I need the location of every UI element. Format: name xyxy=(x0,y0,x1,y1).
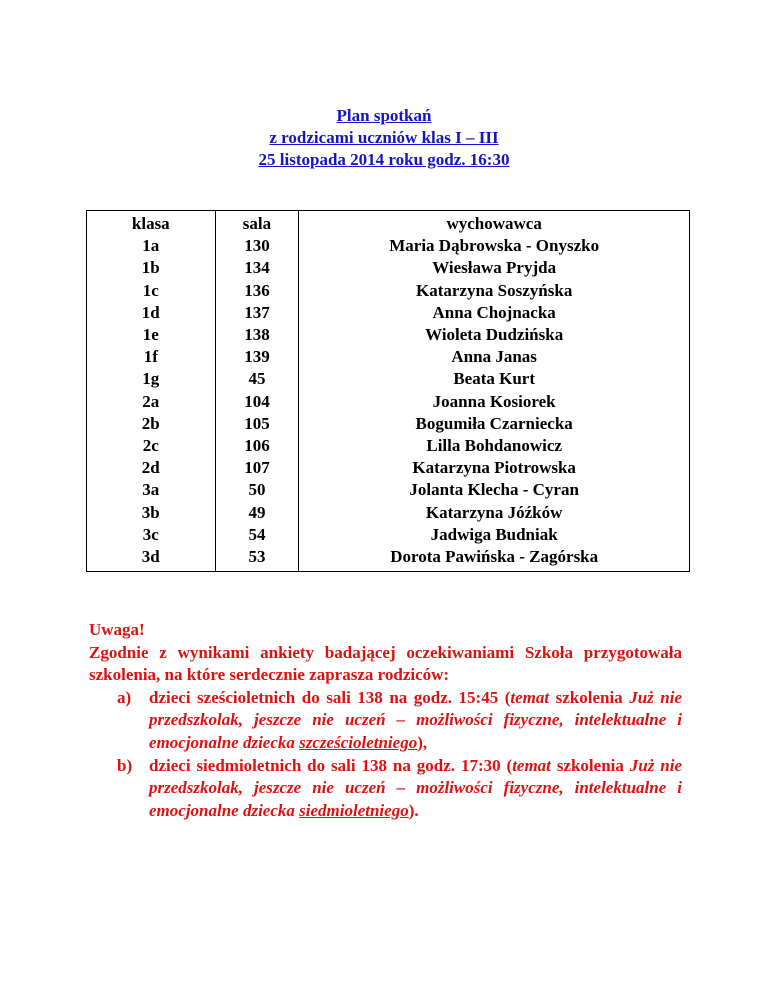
cell-sala: 134 xyxy=(215,257,299,279)
cell-klasa: 1f xyxy=(87,346,216,368)
cell-sala: 136 xyxy=(215,280,299,302)
cell-klasa: 1b xyxy=(87,257,216,279)
cell-klasa: 2c xyxy=(87,435,216,457)
training-list xyxy=(89,687,682,823)
item-lead: dzieci siedmioletnich do sali 138 na godz. 17:30 ( xyxy=(149,755,513,775)
table-row xyxy=(87,257,690,279)
cell-sala: 106 xyxy=(215,435,299,457)
table-row xyxy=(87,324,690,346)
cell-sala: 104 xyxy=(215,391,299,413)
cell-klasa: 3c xyxy=(87,524,216,546)
cell-klasa: 3b xyxy=(87,501,216,523)
item-lead: dzieci sześcioletnich do sali 138 na godz. 15:45 ( xyxy=(149,687,511,707)
item-tail: ). xyxy=(408,800,419,820)
cell-wychowawca: Wiesława Pryjda xyxy=(432,258,557,278)
table-row xyxy=(87,479,690,501)
title-line-1: Plan spotkań xyxy=(336,106,432,125)
table-row xyxy=(87,368,690,390)
table-row xyxy=(87,391,690,413)
table-row xyxy=(87,413,690,435)
list-marker: b) xyxy=(117,755,133,775)
table-row xyxy=(87,546,690,572)
cell-klasa: 3a xyxy=(87,479,216,501)
cell-wychowawca: Lilla Bohdanowicz xyxy=(426,435,562,455)
cell-sala: 50 xyxy=(215,479,299,501)
cell-wychowawca: Katarzyna Piotrowska xyxy=(412,458,576,478)
table-row xyxy=(87,235,690,257)
table-row xyxy=(87,457,690,479)
cell-wychowawca: Anna Chojnacka xyxy=(432,302,556,322)
header-klasa: klasa xyxy=(87,211,216,236)
item-topic: Już nie przedszkolak, jeszcze nie uczeń – możliwości fizyczne, intelektualne i emocjonalne dziecka xyxy=(149,687,683,752)
cell-klasa: 1g xyxy=(87,368,216,390)
table-row xyxy=(87,346,690,368)
cell-sala: 130 xyxy=(215,235,299,257)
cell-klasa: 1a xyxy=(87,235,216,257)
item-age: siedmioletniego xyxy=(299,800,409,820)
table-header-row xyxy=(87,211,690,236)
item-szkolenia: szkolenia xyxy=(550,755,630,775)
cell-klasa: 1e xyxy=(87,324,216,346)
header-sala: sala xyxy=(215,211,299,236)
table-row xyxy=(87,280,690,302)
item-topic: Już nie przedszkolak, jeszcze nie uczeń – możliwości fizyczne, intelektualne i emocjonalne dziecka xyxy=(149,755,682,820)
document-title xyxy=(0,105,768,171)
cell-sala: 45 xyxy=(215,368,299,390)
cell-wychowawca: Joanna Kosiorek xyxy=(432,391,556,411)
cell-klasa: 1c xyxy=(87,280,216,302)
cell-wychowawca: Beata Kurt xyxy=(453,369,535,389)
notice-intro: Zgodnie z wynikami ankiety badającej oczekiwaniami Szkoła przygotowała szkolenia, na które serdecznie zaprasza rodziców: xyxy=(89,642,682,685)
list-item xyxy=(89,687,682,755)
item-age: szcześcioletniego xyxy=(299,732,418,752)
cell-sala: 49 xyxy=(215,501,299,523)
cell-sala: 54 xyxy=(215,524,299,546)
header-wychowawca: wychowawca xyxy=(446,214,542,234)
cell-klasa: 2a xyxy=(87,391,216,413)
cell-wychowawca: Katarzyna Soszyńska xyxy=(416,280,573,300)
list-marker: a) xyxy=(117,687,132,707)
cell-sala: 105 xyxy=(215,413,299,435)
notice-heading: Uwaga! xyxy=(89,620,145,639)
table-row xyxy=(87,302,690,324)
cell-wychowawca: Dorota Pawińska - Zagórska xyxy=(390,546,599,566)
cell-sala: 137 xyxy=(215,302,299,324)
cell-wychowawca: Katarzyna Jóźków xyxy=(425,502,563,522)
cell-sala: 53 xyxy=(215,546,299,572)
cell-klasa: 1d xyxy=(87,302,216,324)
table-row xyxy=(87,435,690,457)
item-temat: temat xyxy=(512,755,551,775)
title-line-3: 25 listopada 2014 roku godz. 16:30 xyxy=(258,150,510,169)
schedule-table xyxy=(86,210,690,572)
cell-klasa: 3d xyxy=(87,546,216,572)
cell-sala: 139 xyxy=(215,346,299,368)
table-row xyxy=(87,524,690,546)
title-line-2: z rodzicami uczniów klas I – III xyxy=(269,128,499,147)
cell-wychowawca: Bogumiła Czarniecka xyxy=(415,413,573,433)
item-temat: temat xyxy=(510,687,550,707)
cell-wychowawca: Jadwiga Budniak xyxy=(430,524,558,544)
item-tail: ), xyxy=(417,732,428,752)
notice xyxy=(89,619,682,822)
item-szkolenia: szkolenia xyxy=(549,687,630,707)
cell-klasa: 2b xyxy=(87,413,216,435)
cell-sala: 107 xyxy=(215,457,299,479)
list-item xyxy=(89,755,682,823)
cell-wychowawca: Maria Dąbrowska - Onyszko xyxy=(389,236,600,256)
cell-klasa: 2d xyxy=(87,457,216,479)
cell-wychowawca: Jolanta Klecha - Cyran xyxy=(409,480,579,500)
cell-sala: 138 xyxy=(215,324,299,346)
cell-wychowawca: Wioleta Dudzińska xyxy=(425,325,564,345)
table-row xyxy=(87,501,690,523)
cell-wychowawca: Anna Janas xyxy=(451,347,537,367)
